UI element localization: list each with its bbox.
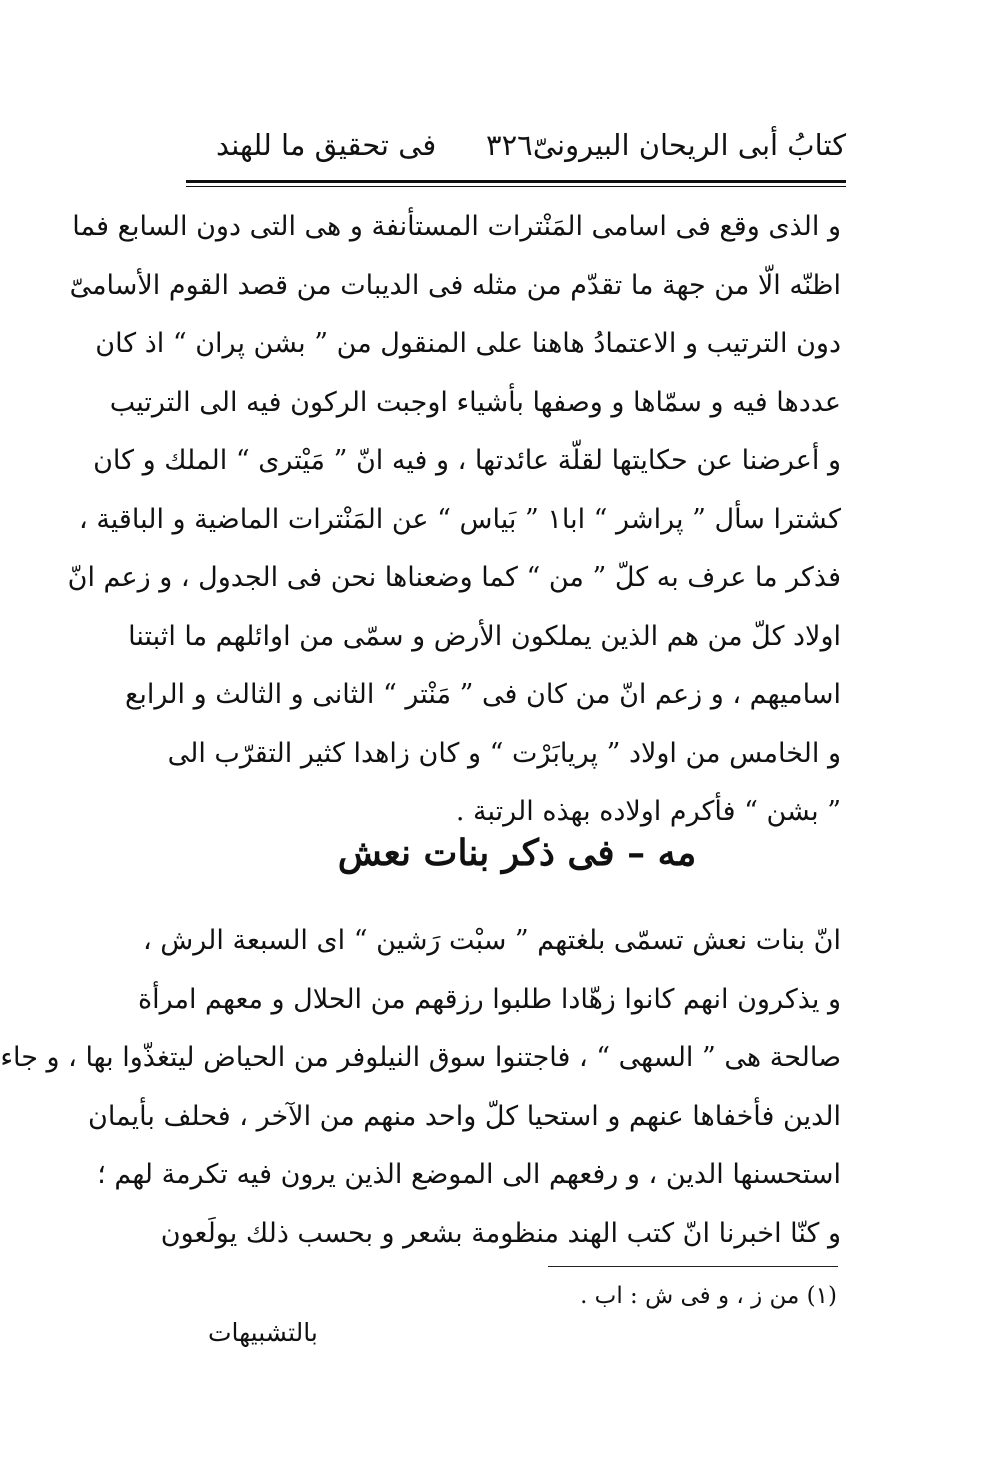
header-rule-thin bbox=[186, 186, 846, 187]
running-head bbox=[186, 128, 846, 178]
paragraph-2 bbox=[0, 912, 841, 1263]
text-line: اساميهم ، و زعم انّ من كان فى ” مَنْتر “ الثانى و الثالث و الرابع bbox=[125, 679, 841, 710]
text-line: انّ بنات نعش تسمّى بلغتهم ” سبْت رَشين “ اى السبعة الرش ، bbox=[143, 925, 841, 956]
text-line: الدين فأخفاها عنهم و استحيا كلّ واحد منهم من الآخر ، فحلف بأيمان bbox=[87, 1100, 841, 1132]
text-line: ” بشن “ فأكرم اولاده بهذه الرتبة . bbox=[455, 796, 841, 827]
text-line: و الذى وقع فى اسامى المَنْترات المستأنفة و هى التى دون السابع فما bbox=[72, 211, 841, 242]
page-number: ٣٢٦ bbox=[486, 128, 533, 162]
text-line: عددها فيه و سمّاها و وصفها بأشياء اوجبت الركون فيه الى الترتيب bbox=[109, 386, 841, 418]
text-line: و الخامس من اولاد ” پريابَرْت “ و كان زاهدا كثير التقرّب الى bbox=[167, 737, 841, 769]
header-rule-thick bbox=[186, 180, 846, 183]
text-line: و يذكرون انهم كانوا زهّادا طلبوا رزقهم من الحلال و معهم امرأة bbox=[137, 983, 841, 1015]
chapter-heading: مه – فى ذكر بنات نعش bbox=[337, 832, 697, 874]
text-line: اولاد كلّ من هم الذين يملكون الأرض و سمّى من اوائلهم ما اثبتنا bbox=[128, 620, 841, 652]
text-line: اظنّه الّا من جهة ما تقدّم من مثله فى الديبات من قصد القوم الأسامىّ bbox=[69, 269, 841, 301]
text-line: و أعرضنا عن حكايتها لقلّة عائدتها ، و فيه انّ ” مَيْترى “ الملك و كان bbox=[93, 445, 841, 476]
footnote: (١) من ز ، و فى ش : اب . bbox=[580, 1283, 837, 1309]
text-line: دون الترتيب و الاعتمادُ هاهنا على المنقول من ” بشن پران “ اذ كان bbox=[95, 328, 841, 359]
text-line: استحسنها الدين ، و رفعهم الى الموضع الذين يرون فيه تكرمة لهم ؛ bbox=[97, 1159, 841, 1190]
section-running-title: فى تحقيق ما للهند bbox=[216, 128, 437, 162]
book-title: كتابُ أبى الريحان البيرونىّ bbox=[532, 128, 846, 162]
text-line: فذكر ما عرف به كلّ ” من “ كما وضعناها نحن فى الجدول ، و زعم انّ bbox=[67, 562, 841, 593]
footnote-rule bbox=[548, 1266, 838, 1267]
text-line: صالحة هى ” السهى “ ، فاجتنوا سوق النيلوفر من الحياض ليتغذّوا بها ، و جاء bbox=[0, 1042, 841, 1073]
catchword: بالتشبيهات bbox=[208, 1318, 318, 1347]
paragraph-1 bbox=[67, 198, 841, 842]
text-line: كشترا سأل ” پراشر “ ابا١ ” بَياس “ عن المَنْترات الماضية و الباقية ، bbox=[79, 503, 841, 535]
text-line: و كنّا اخبرنا انّ كتب الهند منظومة بشعر و بحسب ذلك يولَعون bbox=[160, 1217, 841, 1249]
